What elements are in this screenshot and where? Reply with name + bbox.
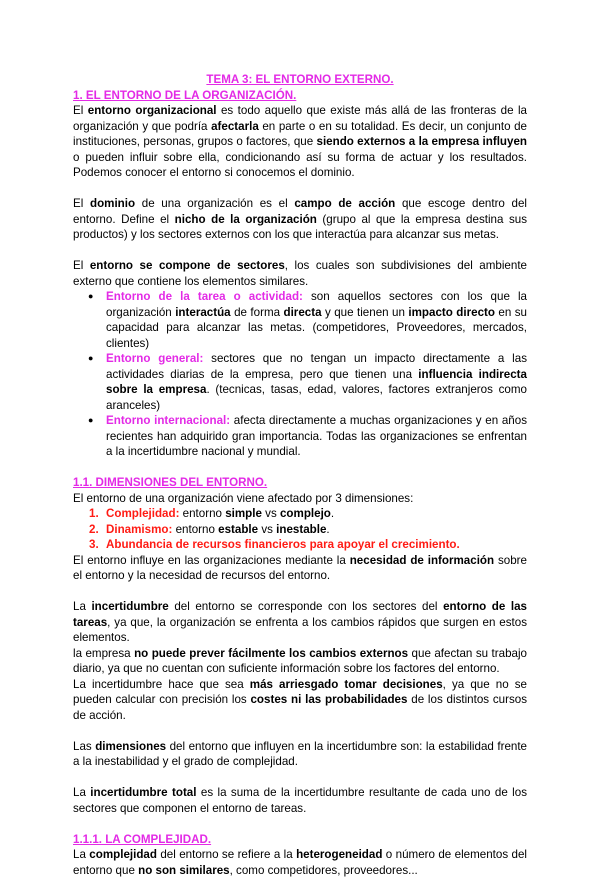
- paragraph-necesidad-informacion: El entorno influye en las organizaciones mediante la necesidad de información sobre el entorno y la necesidad de recursos del entorno.: [73, 553, 527, 582]
- section-1-heading: 1. EL ENTORNO DE LA ORGANIZACIÓN.: [73, 88, 297, 102]
- paragraph-dominio: El dominio de una organización es el campo de acción que escoge dentro del entorno. Define el nicho de la organización (grupo al que la empresa destina sus productos) y los sectores externos con los que interactúa para alcanzar sus metas.: [73, 197, 528, 241]
- list-item-entorno-tarea: ● Entorno de la tarea o actividad: son aquellos sectores con los que la organización interactúa de forma directa y que tienen un impacto directo en su capacidad para alcanzar las metas. (competidores, Proveedores, mercados, clientes): [106, 289, 527, 351]
- paragraph-incertidumbre: La incertidumbre del entorno se corresponde con los sectores del entorno de las tareas, ya que, la organización se enfrenta a los cambios rápidos que surgen en estos elementos.: [73, 600, 527, 644]
- paragraph-incertidumbre-total: La incertidumbre total es la suma de la incertidumbre resultante de cada uno de los sectores que componen el entorno de tareas.: [73, 786, 527, 815]
- list-item-entorno-general: ● Entorno general: sectores que no tengan un impacto directamente a las actividades diarias de la empresa, pero que tienen una influencia indirecta sobre la empresa. (tecnicas, tasas, edad, valores, factores extranjeros como aranceles): [106, 351, 527, 413]
- list-item-dinamismo: 2. Dinamismo: entorno estable vs inestable.: [89, 522, 330, 536]
- list-item-entorno-internacional: ● Entorno internacional: afecta directamente a muchas organizaciones y en años recientes han adquirido gran importancia. Todas las organizaciones se enfrentan a la incertidumbre nacional y mundial.: [106, 413, 527, 460]
- paragraph-decisiones: La incertidumbre hace que sea más arriesgado tomar decisiones, ya que no se pueden calcular con precisión los costes ni las probabilidades de los distintos cursos de acción.: [73, 677, 528, 722]
- paragraph-dimensiones-intro: El entorno de una organización viene afectado por 3 dimensiones:: [73, 491, 414, 505]
- section-1-1-1-heading: 1.1.1. LA COMPLEJIDAD.: [73, 832, 212, 846]
- paragraph-sectores: El entorno se compone de sectores, los cuales son subdivisiones del ambiente externo que contiene los elementos similares.: [73, 259, 527, 288]
- list-item-abundancia: 3. Abundancia de recursos financieros para apoyar el crecimiento.: [89, 538, 460, 551]
- paragraph-dimensiones: Las dimensiones del entorno que influyen en la incertidumbre son: la estabilidad frente a la inestabilidad y el grado de complejidad.: [73, 739, 528, 768]
- paragraph-cambios-externos: la empresa no puede prever fácilmente los cambios externos que afectan su trabajo diario, ya que no cuentan con suficiente información sobre los factores del entorno.: [73, 646, 528, 675]
- list-item-complejidad: 1. Complejidad: entorno simple vs complejo.: [89, 507, 335, 520]
- dimension-list: [73, 506, 527, 553]
- section-1-1-heading: 1.1. DIMENSIONES DEL ENTORNO.: [73, 476, 268, 489]
- sector-list: [73, 289, 527, 460]
- document-title: TEMA 3: EL ENTORNO EXTERNO.: [206, 73, 394, 86]
- document-content: [73, 72, 527, 878]
- paragraph-entorno-organizacional: El entorno organizacional es todo aquello que existe más allá de las fronteras de la organización y que podría afectarla en parte o en su totalidad. Es decir, un conjunto de instituciones, personas, grupos o factores, que siendo externos a la empresa influyen o pueden influir sobre ella, condicionando así su forma de actuar y los resultados. Podemos conocer el entorno si conocemos el dominio.: [73, 104, 528, 179]
- paragraph-complejidad: La complejidad del entorno se refiere a la heterogeneidad o número de elementos del entorno que no son similares, como competidores, proveedores...: [73, 848, 527, 877]
